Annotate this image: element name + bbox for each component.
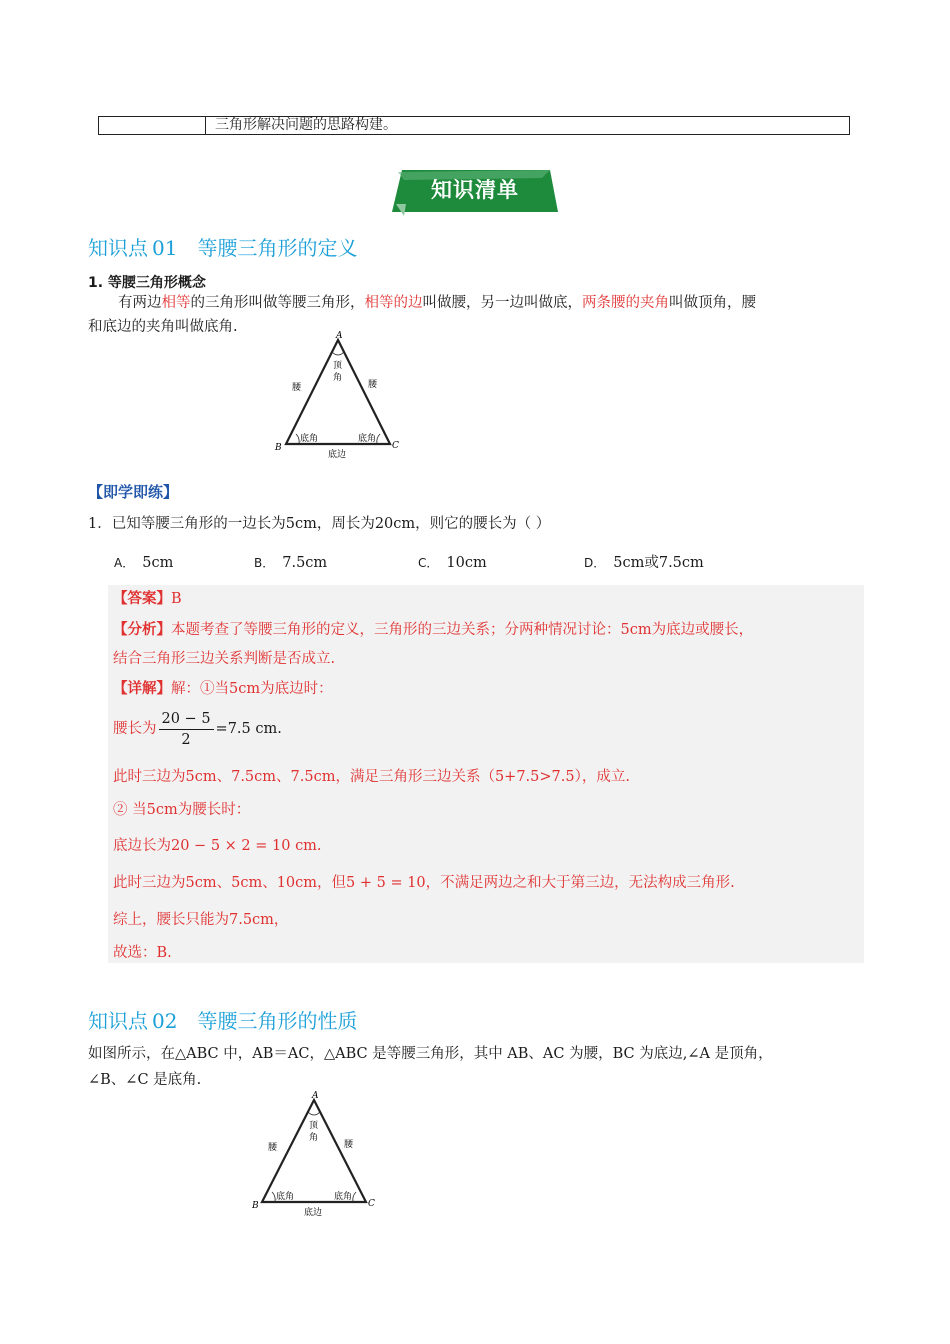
kp1-definition: [88, 291, 860, 315]
leg-right-label: 腰: [368, 380, 378, 390]
vertex-b-label: B: [252, 1201, 259, 1211]
base-angle-left-label: 底角: [300, 434, 319, 444]
practice-title: 【即学即练】: [88, 483, 179, 501]
vertex-a-label: A: [336, 331, 343, 341]
kp1-title: 等腰三角形的定义: [197, 236, 358, 260]
leg-prefix: 腰长为: [113, 721, 157, 737]
def-text: 的三角形叫做等腰三角形，: [190, 295, 365, 311]
detail-text: 解：①当5cm为底边时：: [171, 681, 333, 697]
section-banner: [392, 168, 558, 218]
apex-angle-label-1: 顶: [309, 1121, 319, 1131]
analysis-tag: 【分析】: [113, 621, 171, 638]
def-text: 叫做腰，另一边叫做底，: [422, 295, 582, 311]
option-a: [114, 552, 173, 574]
choice-line: 故选：B.: [113, 945, 172, 961]
leg-left-label: 腰: [292, 383, 302, 393]
kp1-sub-heading: 1. 等腰三角形概念: [88, 275, 206, 291]
option-d: [584, 552, 704, 574]
leg-length-line: [113, 707, 282, 751]
detail-tag: 【详解】: [113, 680, 171, 697]
base-label: 底边: [304, 1208, 323, 1218]
leg-suffix: =7.5 cm.: [215, 721, 282, 737]
def-text: 叫做顶角，腰: [669, 295, 756, 311]
conclusion-line: 综上，腰长只能为7.5cm，: [113, 912, 289, 928]
option-label: A．: [114, 556, 135, 570]
leg-right-label: 腰: [344, 1140, 354, 1150]
kp1-prefix: 知识点: [88, 236, 148, 260]
option-text: 5cm: [142, 555, 174, 571]
def-highlight-legs: 相等的边: [364, 295, 423, 311]
kp2-para-1: 如图所示，在△ABC 中，AB＝AC，△ABC 是等腰三角形，其中 AB、AC 为腰，BC 为底边,∠A 是顶角，: [88, 1046, 773, 1062]
answer-value: B: [171, 591, 182, 607]
question-1: 1．已知等腰三角形的一边长为5cm，周长为20cm，则它的腰长为（ ）: [88, 516, 551, 532]
case1-sides: 此时三边为5cm、7.5cm、7.5cm，满足三角形三边关系（5+7.5>7.5），成立.: [113, 769, 630, 785]
option-text: 5cm或7.5cm: [613, 555, 704, 571]
kp2-para-2: ∠B、∠C 是底角.: [88, 1072, 202, 1088]
def-highlight-equal: 相等: [161, 295, 191, 311]
base-angle-left-label: 底角: [276, 1192, 295, 1202]
table-cell-text: 三角形解决问题的思路构建。: [215, 117, 397, 133]
case2-heading: ② 当5cm为腰长时：: [113, 802, 251, 818]
vertex-a-label: A: [312, 1091, 319, 1101]
def-text: 有两边: [118, 295, 162, 311]
isosceles-triangle-figure-2: [250, 1090, 386, 1224]
vertex-b-label: B: [275, 443, 282, 453]
answer-box: [108, 585, 864, 963]
kp1-definition-cont: 和底边的夹角叫做底角.: [88, 319, 238, 335]
answer-tag: 【答案】: [113, 590, 171, 607]
option-b: [254, 552, 327, 574]
kp2-prefix: 知识点: [88, 1009, 148, 1033]
kp1-heading: [88, 232, 357, 261]
case2-sides: 此时三边为5cm、5cm、10cm，但5 + 5 = 10，不满足两边之和大于第三边，无法构成三角形.: [113, 875, 735, 891]
apex-angle-label-2: 角: [333, 373, 343, 383]
vertex-c-label: C: [392, 441, 399, 451]
analysis-text: 本题考查了等腰三角形的定义，三角形的三边关系；分两种情况讨论：5cm为底边或腰长，: [171, 622, 754, 638]
answer-line: [113, 587, 182, 611]
isosceles-triangle-figure: [272, 330, 408, 464]
option-label: D．: [584, 556, 606, 570]
analysis-line: [113, 618, 753, 642]
top-table-row: [98, 116, 850, 135]
option-c: [418, 552, 487, 574]
table-divider: [205, 117, 206, 134]
base-angle-right-label: 底角: [358, 434, 377, 444]
banner-title: 知识清单: [431, 178, 519, 202]
apex-angle-label-2: 角: [309, 1133, 319, 1143]
analysis-line-2: 结合三角形三边关系判断是否成立.: [113, 651, 336, 667]
kp2-title: 等腰三角形的性质: [197, 1009, 358, 1033]
fraction-numerator: 20 − 5: [159, 709, 214, 730]
option-text: 7.5cm: [282, 555, 328, 571]
vertex-c-label: C: [368, 1199, 375, 1209]
kp2-number: 02: [152, 1009, 178, 1033]
base-length-line: 底边长为20 − 5 × 2 = 10 cm.: [113, 838, 322, 854]
base-label: 底边: [328, 450, 347, 460]
leg-left-label: 腰: [268, 1143, 278, 1153]
fraction: [159, 709, 214, 750]
kp1-number: 01: [152, 236, 178, 260]
base-angle-right-label: 底角: [334, 1192, 353, 1202]
option-text: 10cm: [446, 555, 487, 571]
fraction-denominator: 2: [181, 731, 191, 748]
kp2-heading: [88, 1005, 357, 1034]
apex-angle-label-1: 顶: [333, 361, 343, 371]
option-label: B．: [254, 556, 275, 570]
def-highlight-apex: 两条腰的夹角: [582, 295, 669, 311]
option-label: C．: [418, 556, 439, 570]
detail-line: [113, 677, 333, 701]
